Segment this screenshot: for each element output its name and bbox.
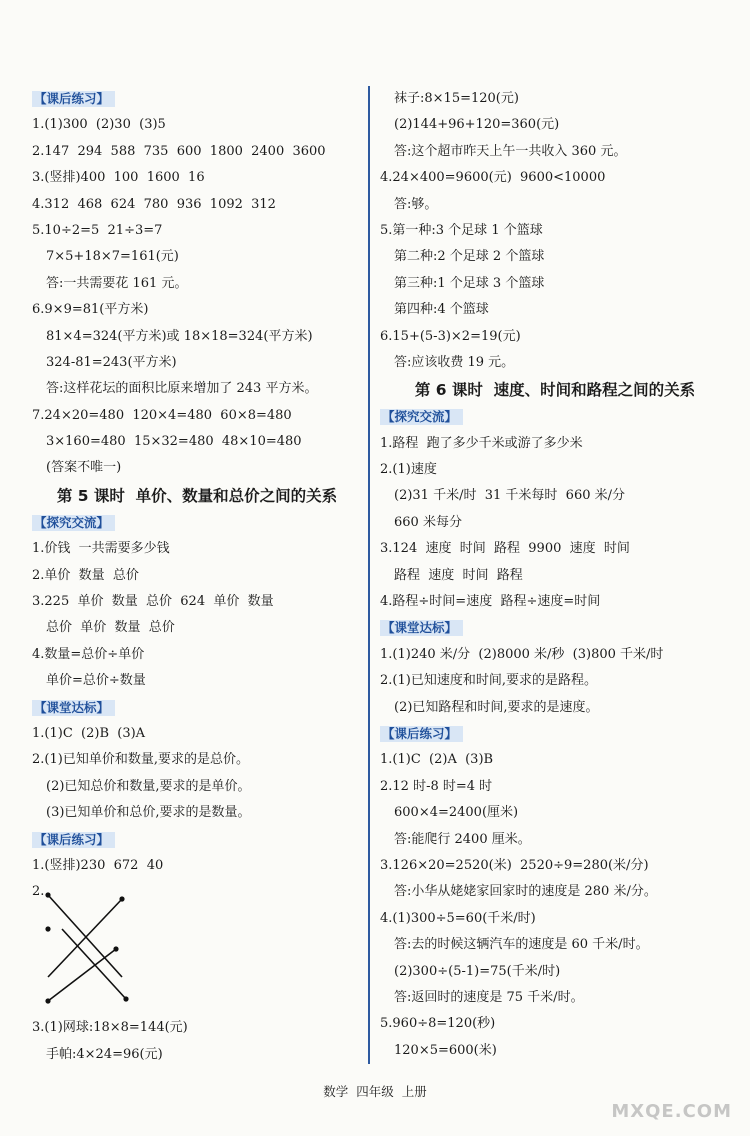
- answer-line: 1.(1)240 米/分 (2)8000 米/秒 (3)800 千米/时: [380, 646, 664, 662]
- answer-line: 5.10÷2=5 21÷3=7: [32, 222, 163, 238]
- section-tag: 【 课后练习 】: [380, 726, 463, 742]
- answer-line: 2.12 时-8 时=4 时: [380, 778, 493, 794]
- crossing-lines-figure: [44, 889, 144, 1009]
- answer-line: 120×5=600(米): [394, 1042, 497, 1058]
- section-tag: 【 探究交流 】: [32, 515, 115, 531]
- answer-line: 4.312 468 624 780 936 1092 312: [32, 196, 276, 212]
- answer-line: 3.(1)网球:18×8=144(元): [32, 1020, 188, 1036]
- answer-line: 1.路程 跑了多少千米或游了多少米: [380, 435, 583, 451]
- answer-line: 660 米每分: [394, 514, 462, 530]
- section-tag-row: [380, 721, 730, 747]
- answer-line: 答:够。: [394, 196, 438, 212]
- lesson-heading: 第 6 课时 速度、时间和路程之间的关系: [414, 381, 696, 400]
- endpoint-dot: [45, 927, 50, 932]
- answer-line: 单价=总价÷数量: [46, 673, 146, 689]
- answer-line: 3.225 单价 数量 总价 624 单价 数量: [32, 594, 274, 610]
- answer-line: 7×5+18×7=161(元): [46, 249, 179, 265]
- answer-line: 4.路程÷时间=速度 路程÷速度=时间: [380, 594, 601, 610]
- page-footer: 数学 四年级 上册: [323, 1084, 427, 1099]
- answer-line: 4.(1)300÷5=60(千米/时): [380, 910, 536, 926]
- answer-line: (2)已知总价和数量,要求的是单价。: [46, 778, 251, 794]
- left-column: [32, 86, 362, 1068]
- answer-line: 答:这个超市昨天上午一共收入 360 元。: [394, 143, 627, 159]
- answer-line: 1.(竖排)230 672 40: [32, 857, 164, 873]
- section-tag: 【 课堂达标 】: [32, 700, 115, 716]
- endpoint-dot: [113, 947, 118, 952]
- question-number: 2.: [32, 884, 45, 900]
- endpoint-dot: [45, 893, 50, 898]
- answer-line: 第四种:4 个篮球: [394, 302, 489, 318]
- section-tag-row: [32, 86, 362, 112]
- answer-line: 2.(1)已知速度和时间,要求的是路程。: [380, 673, 597, 689]
- answer-line: (2)300÷(5-1)=75(千米/时): [394, 963, 561, 979]
- answer-line: 答:这样花坛的面积比原来增加了 243 平方米。: [46, 381, 318, 397]
- endpoint-dot: [119, 897, 124, 902]
- answer-line: 2.(1)已知单价和数量,要求的是总价。: [32, 752, 249, 768]
- answer-line: 3×160=480 15×32=480 48×10=480: [46, 434, 302, 450]
- answer-line: 第二种:2 个足球 2 个篮球: [394, 249, 545, 265]
- column-divider: [368, 86, 370, 1064]
- answer-line: 路程 速度 时间 路程: [394, 567, 523, 583]
- answer-line: 81×4=324(平方米)或 18×18=324(平方米): [46, 328, 313, 344]
- connector-line: [62, 929, 126, 999]
- answer-line: 7.24×20=480 120×4=480 60×8=480: [32, 407, 292, 423]
- answer-line: 2.147 294 588 735 600 1800 2400 3600: [32, 143, 326, 159]
- answer-line: 5.960÷8=120(秒): [380, 1016, 496, 1032]
- right-column: [380, 86, 730, 1064]
- answer-line: 第三种:1 个足球 3 个篮球: [394, 275, 545, 291]
- section-tag: 【 探究交流 】: [380, 409, 463, 425]
- answer-line: 答:一共需要花 161 元。: [46, 275, 188, 291]
- matching-diagram: [32, 879, 362, 1015]
- answer-line: 600×4=2400(厘米): [394, 805, 519, 821]
- lesson-heading: 第 5 课时 单价、数量和总价之间的关系: [56, 486, 338, 505]
- answer-line: 2.(1)速度: [380, 462, 437, 478]
- section-tag: 【 课后练习 】: [32, 832, 115, 848]
- section-tag-row: [32, 827, 362, 853]
- section-tag-row: [380, 404, 730, 430]
- answer-line: 总价 单价 数量 总价: [46, 620, 175, 636]
- answer-line: (3)已知单价和总价,要求的是数量。: [46, 805, 251, 821]
- section-tag-row: [32, 695, 362, 721]
- answer-line: 答:能爬行 2400 厘米。: [394, 831, 531, 847]
- answer-line: 5.第一种:3 个足球 1 个篮球: [380, 222, 543, 238]
- connector-line: [48, 949, 116, 1001]
- answer-line: (2)31 千米/时 31 千米每时 660 米/分: [394, 488, 625, 504]
- answer-line: 答:去的时候这辆汽车的速度是 60 千米/时。: [394, 937, 649, 953]
- endpoint-dot: [45, 999, 50, 1004]
- answer-line: 2.单价 数量 总价: [32, 567, 139, 583]
- watermark-text: MXQE.COM: [611, 1101, 732, 1122]
- answer-line: 3.126×20=2520(米) 2520÷9=280(米/分): [380, 857, 649, 873]
- answer-line: (2)144+96+120=360(元): [394, 117, 560, 133]
- section-tag-row: [32, 510, 362, 536]
- answer-line: (2)已知路程和时间,要求的是速度。: [394, 699, 599, 715]
- section-tag: 【 课堂达标 】: [380, 620, 463, 636]
- endpoint-dot: [123, 997, 128, 1002]
- answer-line: 4.数量=总价÷单价: [32, 646, 145, 662]
- answer-line: 4.24×400=9600(元) 9600<10000: [380, 170, 606, 186]
- section-tag: 【 课后练习 】: [32, 91, 115, 107]
- answer-line: 答:应该收费 19 元。: [394, 354, 515, 370]
- answer-line: 1.(1)C (2)A (3)B: [380, 752, 494, 768]
- section-tag-row: [380, 615, 730, 641]
- answer-line: 6.15+(5-3)×2=19(元): [380, 328, 521, 344]
- answer-line: 3.124 速度 时间 路程 9900 速度 时间: [380, 541, 630, 557]
- answer-line: 手帕:4×24=96(元): [46, 1046, 163, 1062]
- answer-line: 答:小华从姥姥家回家时的速度是 280 米/分。: [394, 884, 657, 900]
- watermark-logo: [606, 1064, 736, 1124]
- answer-line: 6.9×9=81(平方米): [32, 302, 149, 318]
- answer-line: 1.价钱 一共需要多少钱: [32, 541, 170, 557]
- answer-line: (答案不唯一): [46, 460, 122, 476]
- answer-line: 324-81=243(平方米): [46, 354, 177, 370]
- answer-line: 1.(1)C (2)B (3)A: [32, 725, 146, 741]
- answer-line: 答:返回时的速度是 75 千米/时。: [394, 989, 584, 1005]
- answer-line: 1.(1)300 (2)30 (3)5: [32, 117, 166, 133]
- answer-line: 3.(竖排)400 100 1600 16: [32, 170, 205, 186]
- answer-line: 袜子:8×15=120(元): [394, 91, 519, 106]
